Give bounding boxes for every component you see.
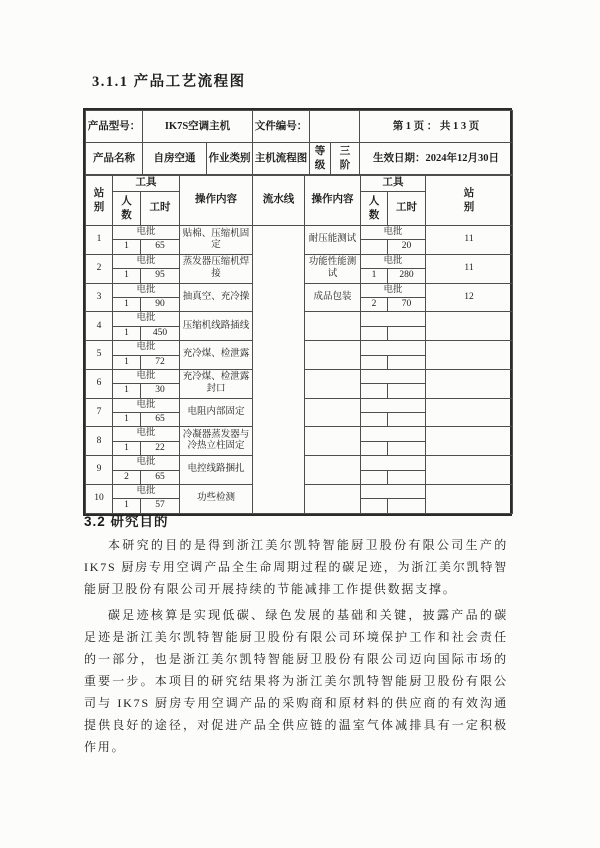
hours-cell: 57 xyxy=(141,499,180,513)
people-cell-right xyxy=(361,326,388,340)
col-header-operation-left: 操作内容 xyxy=(180,176,253,226)
station-cell: 2 xyxy=(86,254,113,283)
section-title-research-purpose: 3.2 研究目的 xyxy=(84,514,169,529)
process-flow-table xyxy=(83,108,512,516)
people-cell: 2 xyxy=(113,470,141,484)
operation-cell-right xyxy=(305,427,361,456)
tool-cell-right xyxy=(361,369,426,383)
hours-cell: 22 xyxy=(141,441,180,455)
hours-cell-right: 280 xyxy=(388,269,426,283)
tool-cell-right: 电批 xyxy=(361,226,426,240)
tool-cell: 电批 xyxy=(113,427,180,441)
people-cell-right xyxy=(361,384,388,398)
hours-cell: 30 xyxy=(141,384,180,398)
tool-cell-right xyxy=(361,341,426,355)
tool-cell: 电批 xyxy=(113,254,180,268)
tool-cell: 电批 xyxy=(113,312,180,326)
operation-cell: 蒸发器压缩机焊接 xyxy=(180,254,253,283)
people-cell: 1 xyxy=(113,297,141,311)
people-cell-right xyxy=(361,355,388,369)
hours-cell-right xyxy=(388,441,426,455)
station-cell-right xyxy=(426,398,513,427)
product-name-label: 产品名称 xyxy=(86,143,143,175)
tool-cell-right: 电批 xyxy=(361,283,426,297)
hours-cell-right xyxy=(388,499,426,513)
col-header-hours-right: 工时 xyxy=(388,192,426,226)
hours-cell-right xyxy=(388,413,426,427)
operation-cell-right xyxy=(305,485,361,514)
hours-cell-right xyxy=(388,326,426,340)
hours-cell-right xyxy=(388,384,426,398)
operation-cell-right xyxy=(305,398,361,427)
people-cell-right xyxy=(361,240,388,254)
col-header-tool-right: 工具 xyxy=(361,176,426,192)
hours-cell-right: 20 xyxy=(388,240,426,254)
product-name-value: 自房空通 xyxy=(143,143,207,175)
operation-cell: 功些检测 xyxy=(180,485,253,514)
operation-cell: 电控线路捆扎 xyxy=(180,456,253,485)
station-cell: 5 xyxy=(86,341,113,370)
assembly-line-cell xyxy=(253,226,305,514)
paragraph-2: 碳足迹核算是实现低碳、绿色发展的基础和关键，披露产品的碳足迹是浙江美尔凯特智能厨卫股份有限公司环境保护工作和社会责任的一部分，也是浙江美尔凯特智能厨卫股份有限公司迈向国际市场的重要一步。本项目的研究结果将为浙江美尔凯特智能厨卫股份有限公司与 IK7S 厨房专用空调产品的采购商和原材料的供应商的有效沟通提供良好的途径，对促进产品全供应链的温室气体减排具有一定积极作用。 xyxy=(84,608,508,754)
operation-cell: 压缩机线路插线 xyxy=(180,312,253,341)
station-cell: 7 xyxy=(86,398,113,427)
operation-cell-right xyxy=(305,456,361,485)
doc-number-value xyxy=(310,111,360,143)
station-cell: 4 xyxy=(86,312,113,341)
col-header-station-right: 站别 xyxy=(426,176,513,226)
hours-cell: 65 xyxy=(141,240,180,254)
operation-cell-right: 功能性能测试 xyxy=(305,254,361,283)
operation-cell: 抽真空、充冷操 xyxy=(180,283,253,312)
operation-cell: 充冷煤、检泄露封口 xyxy=(180,369,253,398)
people-cell-right xyxy=(361,413,388,427)
station-cell: 3 xyxy=(86,283,113,312)
people-cell: 1 xyxy=(113,240,141,254)
section-title-process-flow: 3.1.1 产品工艺流程图 xyxy=(92,74,246,90)
people-cell-right xyxy=(361,470,388,484)
col-header-people-right: 人数 xyxy=(361,192,388,226)
operation-cell: 电阻内部固定 xyxy=(180,398,253,427)
tool-cell-right xyxy=(361,485,426,499)
operation-cell-right xyxy=(305,369,361,398)
tool-cell: 电批 xyxy=(113,369,180,383)
station-cell-right xyxy=(426,369,513,398)
people-cell-right: 2 xyxy=(361,297,388,311)
paragraph-1: 本研究的目的是得到浙江美尔凯特智能厨卫股份有限公司生产的 IK7S 厨房专用空调产品全生命周期过程的碳足迹，为浙江美尔凯特智能厨卫股份有限公司开展持续的节能减排工作提供数据支撑。 xyxy=(84,538,508,596)
station-cell-right xyxy=(426,456,513,485)
table-meta-header xyxy=(85,110,513,175)
people-cell: 1 xyxy=(113,384,141,398)
job-type-label: 作业类别 xyxy=(207,143,253,175)
station-cell-right xyxy=(426,312,513,341)
tool-cell-right xyxy=(361,398,426,412)
operation-cell-right xyxy=(305,312,361,341)
tool-cell: 电批 xyxy=(113,226,180,240)
station-cell-right xyxy=(426,341,513,370)
station-cell: 8 xyxy=(86,427,113,456)
operation-cell-right xyxy=(305,341,361,370)
tool-cell: 电批 xyxy=(113,341,180,355)
station-cell: 1 xyxy=(86,226,113,255)
table-row xyxy=(86,226,513,240)
col-header-people-left: 人数 xyxy=(113,192,141,226)
people-cell: 1 xyxy=(113,355,141,369)
people-cell-right: 1 xyxy=(361,269,388,283)
operation-cell: 贴棉、压缩机固定 xyxy=(180,226,253,255)
hours-cell: 72 xyxy=(141,355,180,369)
people-cell: 1 xyxy=(113,413,141,427)
grade-label: 等级 xyxy=(310,143,331,175)
people-cell: 1 xyxy=(113,269,141,283)
doc-number-label: 文件编号： xyxy=(253,111,310,143)
product-model-value: IK7S空调主机 xyxy=(143,111,253,143)
people-cell-right xyxy=(361,499,388,513)
people-cell: 1 xyxy=(113,499,141,513)
hours-cell: 65 xyxy=(141,470,180,484)
operation-cell-right: 成品包装 xyxy=(305,283,361,312)
station-cell-right: 12 xyxy=(426,283,513,312)
operation-cell: 冷凝器蒸发器与冷热立柱固定 xyxy=(180,427,253,456)
job-type-value: 主机流程图 xyxy=(253,143,310,175)
hours-cell: 65 xyxy=(141,413,180,427)
research-purpose-text xyxy=(84,534,508,762)
col-header-tool-left: 工具 xyxy=(113,176,180,192)
station-cell: 10 xyxy=(86,485,113,514)
col-header-assembly-line: 流水线 xyxy=(253,176,305,226)
tool-cell: 电批 xyxy=(113,485,180,499)
page-info: 第 1 页 ： 共 1 3 页 xyxy=(360,111,513,143)
tool-cell: 电批 xyxy=(113,398,180,412)
station-cell: 6 xyxy=(86,369,113,398)
table-stations-grid xyxy=(85,175,513,514)
people-cell-right xyxy=(361,441,388,455)
hours-cell-right: 70 xyxy=(388,297,426,311)
effective-date: 生效日期：2024年12月30日 xyxy=(360,143,513,175)
station-cell-right: 11 xyxy=(426,226,513,255)
hours-cell-right xyxy=(388,470,426,484)
tool-cell-right: 电批 xyxy=(361,254,426,268)
people-cell: 1 xyxy=(113,326,141,340)
tool-cell: 电批 xyxy=(113,456,180,470)
operation-cell-right: 耐压能测试 xyxy=(305,226,361,255)
station-cell: 9 xyxy=(86,456,113,485)
hours-cell: 90 xyxy=(141,297,180,311)
col-header-hours-left: 工时 xyxy=(141,192,180,226)
col-header-station-left: 站别 xyxy=(86,176,113,226)
station-cell-right: 11 xyxy=(426,254,513,283)
station-cell-right xyxy=(426,485,513,514)
hours-cell: 450 xyxy=(141,326,180,340)
product-model-label: 产品型号： xyxy=(86,111,143,143)
tool-cell: 电批 xyxy=(113,283,180,297)
hours-cell-right xyxy=(388,355,426,369)
station-cell-right xyxy=(426,427,513,456)
tool-cell-right xyxy=(361,312,426,326)
tool-cell-right xyxy=(361,427,426,441)
people-cell: 1 xyxy=(113,441,141,455)
grade-value: 三阶 xyxy=(331,143,360,175)
hours-cell: 95 xyxy=(141,269,180,283)
col-header-operation-right: 操作内容 xyxy=(305,176,361,226)
operation-cell: 充冷煤、检泄露 xyxy=(180,341,253,370)
tool-cell-right xyxy=(361,456,426,470)
